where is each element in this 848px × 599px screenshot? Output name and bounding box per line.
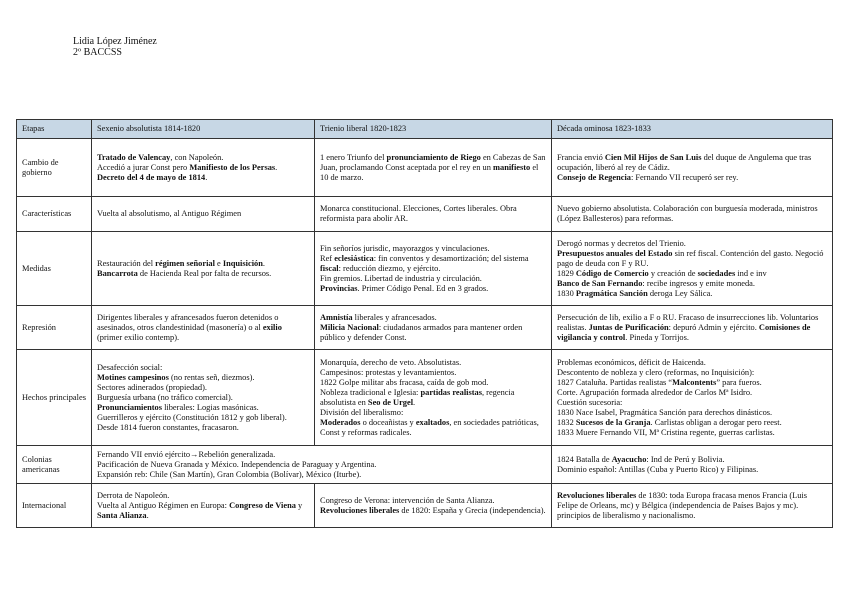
bold-text: Consejo de Regencia xyxy=(557,172,631,182)
cell-paragraph xyxy=(557,204,827,224)
table-cell xyxy=(315,350,552,446)
cell-text: del duque de Angulema que tras ocupación, liberó al rey de Cádiz. xyxy=(557,152,812,172)
cell-text: 1832 xyxy=(557,417,576,427)
cell-text: . xyxy=(146,510,149,520)
table-cell xyxy=(552,306,833,350)
table-cell xyxy=(552,232,833,306)
cell-paragraph xyxy=(557,418,827,428)
cell-text: . xyxy=(262,258,265,268)
cell-text: Pacificación de Nueva Granada y México. Independencia de Paraguay y Argentina. xyxy=(97,459,377,469)
cell-text: Persecución de lib, exilio a F o RU. Fracaso de insurrecciones lib. Voluntarios realistas. xyxy=(557,312,819,332)
bold-text: Amnistía xyxy=(320,312,353,322)
cell-text: 1827 Cataluña. Partidas realistas “ xyxy=(557,377,673,387)
table-cell xyxy=(315,139,552,197)
table-row-represion xyxy=(17,306,833,350)
bold-text: Pronunciamientos xyxy=(97,402,162,412)
cell-text: 1824 Batalla de xyxy=(557,454,612,464)
cell-paragraph xyxy=(320,506,546,516)
table-cell xyxy=(92,306,315,350)
bold-text: exaltados xyxy=(415,417,450,427)
bold-text: Juntas de Purificación xyxy=(588,322,669,332)
header-cell-sexenio: Sexenio absolutista 1814-1820 xyxy=(92,120,315,139)
bold-text: Moderados xyxy=(320,417,361,427)
cell-text: Cuestión sucesoria: xyxy=(557,397,623,407)
cell-paragraph xyxy=(557,455,827,465)
cell-text: Monarca constitucional. Elecciones, Cortes liberales. Obra reformista para abolir AR. xyxy=(320,204,517,223)
cell-paragraph xyxy=(557,491,827,521)
cell-paragraph xyxy=(320,313,546,323)
cell-paragraph xyxy=(97,403,309,413)
cell-paragraph xyxy=(557,153,827,173)
table-cell xyxy=(92,139,315,197)
table-header-row xyxy=(17,120,833,139)
table-row-medidas xyxy=(17,232,833,306)
cell-text: 1829 xyxy=(557,268,576,278)
row-label: Represión xyxy=(17,306,92,350)
table-cell xyxy=(315,197,552,232)
bold-text: pronunciamiento de Riego xyxy=(386,152,481,162)
cell-paragraph xyxy=(320,418,546,438)
cell-text: 1830 Nace Isabel, Pragmática Sanción para derechos dinásticos. xyxy=(557,407,773,417)
document-header xyxy=(73,36,157,58)
bold-text: manifiesto xyxy=(493,162,531,172)
row-label: Cambio de gobierno xyxy=(17,139,92,197)
bold-text: Tratado de Valencay xyxy=(97,152,171,162)
bold-text: Cien Mil Hijos de San Luis xyxy=(604,152,702,162)
header-cell-etapas: Etapas xyxy=(17,120,92,139)
cell-paragraph xyxy=(320,358,546,368)
cell-paragraph xyxy=(97,173,309,183)
cell-text: Monarquía, derecho de veto. Absolutistas. xyxy=(320,357,462,367)
cell-paragraph xyxy=(557,368,827,378)
cell-text: 1 enero Triunfo del xyxy=(320,152,387,162)
cell-text: 1830 xyxy=(557,288,576,298)
cell-text: 1822 Golpe militar abs fracasa, caída de gob mod. xyxy=(320,377,489,387)
table-cell xyxy=(92,197,315,232)
bold-text: Inquisición xyxy=(222,258,263,268)
row-label: Internacional xyxy=(17,484,92,528)
cell-text: , regencia absolutista en xyxy=(320,387,515,407)
cell-text: , con Napoleón. xyxy=(170,152,224,162)
cell-paragraph xyxy=(97,393,309,403)
cell-text: : Ind de Perú y Bolivia. xyxy=(646,454,725,464)
cell-text: Sectores adinerados (propiedad). xyxy=(97,382,207,392)
cell-text: Burguesía urbana (no tráfico comercial). xyxy=(97,392,233,402)
cell-text: Vuelta al absolutismo, al Antiguo Régimen xyxy=(97,209,242,218)
bold-text: régimen señorial xyxy=(155,258,215,268)
cell-text: Corte. Agrupación formada alrededor de Carlos Mª Isidro. xyxy=(557,387,753,397)
table-row-cambio-gobierno xyxy=(17,139,833,197)
cell-paragraph xyxy=(97,269,309,279)
cell-paragraph xyxy=(320,323,546,343)
row-label: Hechos principales xyxy=(17,350,92,446)
cell-paragraph xyxy=(557,279,827,289)
bold-text: Ayacucho xyxy=(611,454,647,464)
cell-text: . Pineda y Torrijos. xyxy=(625,332,689,342)
cell-paragraph xyxy=(97,153,309,163)
cell-text: deroga Ley Sálica. xyxy=(647,288,713,298)
bold-text: Banco de San Fernando xyxy=(557,278,643,288)
table-cell xyxy=(92,350,315,446)
cell-text: : recibe ingresos y emite moneda. xyxy=(642,278,755,288)
history-table xyxy=(16,119,833,528)
cell-text: de 1830: toda Europa fracasa menos Francia (Luis Felipe de Orleans, mc) y Bélgica (independencia de Países Bajos y mc). principios de liberalismo y nacionalismo. xyxy=(557,490,808,520)
cell-text: liberales: Logias masónicas. xyxy=(162,402,259,412)
table-cell xyxy=(315,232,552,306)
cell-paragraph xyxy=(320,254,546,274)
cell-paragraph xyxy=(97,470,546,480)
cell-text: Derogó normas y decretos del Trienio. xyxy=(557,238,686,248)
table-cell-merged xyxy=(92,446,552,484)
cell-text: o doceañistas y xyxy=(360,417,416,427)
table-cell xyxy=(552,139,833,197)
cell-text: Fin señoríos jurisdic, mayorazgos y vinculaciones. xyxy=(320,243,490,253)
cell-text: . xyxy=(275,162,278,172)
course-label: 2º BACCSS xyxy=(73,47,122,58)
cell-text: Nobleza tradicional e Iglesia: xyxy=(320,387,421,397)
bold-text: Revoluciones liberales xyxy=(320,505,400,515)
cell-text: Nuevo gobierno absolutista. Colaboración con burguesía moderada, ministros (López Ballesteros) para reformas. xyxy=(557,204,818,223)
cell-paragraph xyxy=(97,450,546,460)
cell-text: . xyxy=(205,172,208,182)
cell-paragraph xyxy=(557,428,827,438)
cell-paragraph xyxy=(557,378,827,388)
cell-text: (no rentas señ, diezmos). xyxy=(168,372,255,382)
cell-text: . Primer Código Penal. Ed en 3 grados. xyxy=(357,283,489,293)
cell-paragraph xyxy=(557,398,827,408)
cell-text: Derrota de Napoleón. xyxy=(97,490,170,500)
cell-text: de 1820: España y Grecia (independencia). xyxy=(399,505,546,515)
cell-text: : fin conventos y desamortización; del sistema xyxy=(373,253,529,263)
author-name: Lidia López Jiménez xyxy=(73,36,157,47)
bold-text: Provincias xyxy=(320,283,358,293)
cell-text: de Hacienda Real por falta de recursos. xyxy=(137,268,272,278)
bold-text: eclesiástica xyxy=(334,253,374,263)
cell-text: en Cabezas de San Juan, proclamando Const aceptada por el rey en un xyxy=(320,152,546,172)
cell-text: Desafección social: xyxy=(97,362,163,372)
table-cell xyxy=(315,306,552,350)
cell-text: Expansión reb: Chile (San Martín), Gran Colombia (Bolívar), México (Iturbe). xyxy=(97,469,362,479)
table-cell xyxy=(552,446,833,484)
cell-paragraph xyxy=(320,204,546,224)
cell-text: (primer exilio contemp). xyxy=(97,332,180,342)
cell-paragraph xyxy=(557,239,827,249)
cell-text: . Carlistas obligan a derogar pero reest. xyxy=(650,417,782,427)
cell-text: e xyxy=(214,258,223,268)
cell-text: Restauración del xyxy=(97,258,156,268)
bold-text: Bancarrota xyxy=(97,268,138,278)
cell-text: : ciudadanos armados para mantener orden público y defender Const. xyxy=(320,322,523,342)
cell-paragraph xyxy=(557,313,827,343)
cell-paragraph xyxy=(320,496,546,506)
cell-paragraph xyxy=(97,373,309,383)
bold-text: Código de Comercio xyxy=(575,268,649,278)
cell-text: División del liberalismo: xyxy=(320,407,404,417)
cell-paragraph xyxy=(320,388,546,408)
cell-text: y creación de xyxy=(648,268,698,278)
cell-paragraph xyxy=(97,209,309,219)
table-row-hechos xyxy=(17,350,833,446)
cell-text: ” para fueros. xyxy=(716,377,762,387)
cell-text: Accedió a jurar Const pero xyxy=(97,162,190,172)
bold-text: partidas realistas xyxy=(420,387,482,397)
bold-text: Comisiones de vigilancia y control xyxy=(557,322,811,342)
cell-text: liberales y afrancesados. xyxy=(352,312,437,322)
cell-text: Fernando VII envió ejército→Rebelión generalizada. xyxy=(97,449,276,459)
table-cell xyxy=(92,484,315,528)
cell-paragraph xyxy=(557,358,827,368)
header-cell-decada: Década ominosa 1823-1833 xyxy=(552,120,833,139)
cell-text: Vuelta al Antiguo Régimen en Europa: xyxy=(97,500,230,510)
cell-paragraph xyxy=(320,368,546,378)
bold-text: Presupuestos anuales del Estado xyxy=(557,248,673,258)
cell-text: . xyxy=(413,397,416,407)
cell-paragraph xyxy=(557,289,827,299)
cell-paragraph xyxy=(97,313,309,343)
cell-paragraph xyxy=(97,460,546,470)
table-row-internacional xyxy=(17,484,833,528)
bold-text: Sucesos de la Granja xyxy=(575,417,651,427)
cell-paragraph xyxy=(320,153,546,183)
cell-text: Campesinos: protestas y levantamientos. xyxy=(320,367,457,377)
cell-text: : reducción diezmo, y ejército. xyxy=(338,263,441,273)
cell-paragraph xyxy=(557,269,827,279)
bold-text: fiscal xyxy=(320,263,339,273)
table-cell xyxy=(552,484,833,528)
bold-text: Congreso de Viena xyxy=(229,500,296,510)
row-label: Colonias americanas xyxy=(17,446,92,484)
cell-paragraph xyxy=(557,173,827,183)
cell-text: , en sociedades patrióticas, Const y reformas radicales. xyxy=(320,417,539,437)
bold-text: Revoluciones liberales xyxy=(557,490,637,500)
cell-paragraph xyxy=(97,383,309,393)
cell-paragraph xyxy=(97,501,309,521)
header-cell-trienio: Trienio liberal 1820-1823 xyxy=(315,120,552,139)
table-row-colonias xyxy=(17,446,833,484)
cell-text: 1833 Muere Fernando VII, Mª Cristina regente, guerras carlistas. xyxy=(557,427,775,437)
cell-text: : depuró Admin y ejército. xyxy=(668,322,759,332)
bold-text: Pragmática Sanción xyxy=(575,288,648,298)
table-cell xyxy=(552,350,833,446)
cell-paragraph xyxy=(557,408,827,418)
bold-text: Malcontents xyxy=(672,377,717,387)
row-label: Características xyxy=(17,197,92,232)
cell-paragraph xyxy=(557,388,827,398)
row-label: Medidas xyxy=(17,232,92,306)
bold-text: Santa Alianza xyxy=(97,510,147,520)
cell-text: Descontento de nobleza y clero (reformas, no Inquisición): xyxy=(557,367,755,377)
cell-paragraph xyxy=(97,491,309,501)
bold-text: exilio xyxy=(262,322,282,332)
cell-text: Ref xyxy=(320,253,335,263)
bold-text: Manifiesto de los Persas xyxy=(189,162,276,172)
cell-text: Dirigentes liberales y afrancesados fueron detenidos o asesinados, otros clandestinidad (masonería) o al xyxy=(97,312,279,332)
cell-text: el 10 de marzo. xyxy=(320,162,539,182)
cell-paragraph xyxy=(320,408,546,418)
cell-paragraph xyxy=(97,163,309,173)
cell-text: sin ref fiscal. Contención del gasto. Negoció pago de deuda con F y RU. xyxy=(557,248,824,268)
bold-text: Motines campesinos xyxy=(97,372,169,382)
cell-text: Dominio español: Antillas (Cuba y Puerto Rico) y Filipinas. xyxy=(557,464,759,474)
cell-text: Guerrilleros y ejército (Constitución 1812 y gob liberal). Desde 1814 fueron constantes, fracasaron. xyxy=(97,412,287,432)
bold-text: Decreto del 4 de mayo de 1814 xyxy=(97,172,206,182)
cell-paragraph xyxy=(320,378,546,388)
cell-text: Fin gremios. Libertad de industria y circulación. xyxy=(320,273,482,283)
cell-paragraph xyxy=(557,249,827,269)
cell-text: Congreso de Verona: intervención de Santa Alianza. xyxy=(320,495,495,505)
cell-paragraph xyxy=(320,244,546,254)
cell-paragraph xyxy=(97,413,309,433)
cell-text: : Fernando VII recuperó ser rey. xyxy=(630,172,739,182)
cell-text: Problemas económicos, déficit de Haicenda. xyxy=(557,357,706,367)
cell-text: y xyxy=(295,500,303,510)
cell-text: ind e inv xyxy=(735,268,767,278)
cell-text: Francia envió xyxy=(557,152,605,162)
bold-text: Milicia Nacional xyxy=(320,322,379,332)
cell-paragraph xyxy=(97,259,309,269)
table-cell xyxy=(92,232,315,306)
cell-paragraph xyxy=(557,465,827,475)
cell-paragraph xyxy=(320,284,546,294)
table-row-caracteristicas xyxy=(17,197,833,232)
table-cell xyxy=(315,484,552,528)
cell-paragraph xyxy=(320,274,546,284)
bold-text: Seo de Urgel xyxy=(367,397,414,407)
table-cell xyxy=(552,197,833,232)
cell-paragraph xyxy=(97,363,309,373)
bold-text: sociedades xyxy=(697,268,736,278)
